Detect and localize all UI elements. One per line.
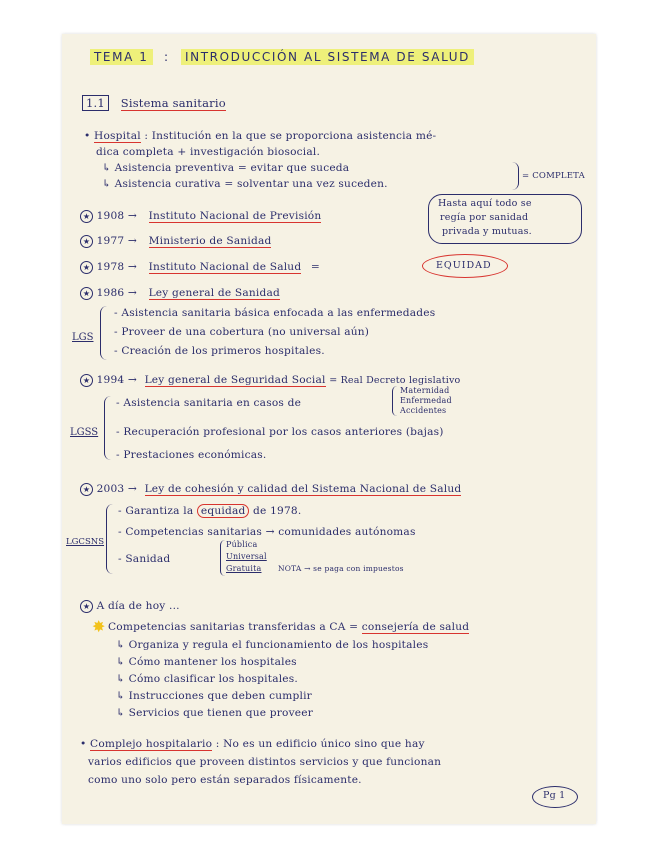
- hospital-arrow-2: ↳ Asistencia curativa = solventar una vez suceden.: [102, 178, 388, 190]
- caso-enfermedad: Enfermedad: [400, 396, 452, 405]
- page-title: [90, 50, 474, 64]
- star-bullet-icon: ★: [80, 374, 93, 387]
- complejo-def-1: : No es un edificio único sino que hay: [215, 738, 425, 750]
- lgs-item-2: - Proveer de una cobertura (no universal aún): [114, 326, 370, 338]
- star-bullet-icon: ★: [80, 483, 93, 496]
- page-number: Pg 1: [543, 790, 566, 801]
- highlight-star-icon: ✸: [92, 617, 106, 636]
- caso-accidentes: Accidentes: [400, 406, 447, 415]
- lgss-title: Ley general de Seguridad Social: [144, 374, 326, 386]
- year-1994: 1994 →: [96, 374, 137, 386]
- year-1986: 1986 →: [96, 287, 137, 299]
- equidad-word: equidad: [197, 504, 250, 518]
- caso-maternidad: Maternidad: [400, 386, 450, 395]
- section-heading: [82, 96, 226, 110]
- star-bullet-icon: ★: [80, 210, 93, 223]
- star-bullet-icon: ★: [80, 600, 93, 613]
- year-1908: 1908 →: [96, 210, 137, 222]
- timeline-1977: [80, 234, 271, 248]
- timeline-1978: ★ 1978 → Instituto Nacional de Salud =: [80, 260, 320, 274]
- hoy-line-3: ↳ Cómo mantener los hospitales: [116, 656, 297, 668]
- competencias-text: Competencias sanitarias transferidas a CA =: [108, 621, 359, 633]
- title-text: INTRODUCCIÓN AL SISTEMA DE SALUD: [181, 49, 474, 65]
- note-line-2: regía por sanidad: [440, 212, 529, 223]
- complejo-line-2: varios edificios que proveen distintos servicios y que funcionan: [88, 756, 442, 768]
- hoy-intro-text: A día de hoy ...: [96, 600, 180, 612]
- lgs-label: LGS: [72, 332, 94, 343]
- hoy-line-4: ↳ Cómo clasificar los hospitales.: [116, 673, 298, 685]
- lgs-item-1: - Asistencia sanitaria básica enfocada a las enfermedades: [114, 307, 436, 319]
- section-number: 1.1: [82, 95, 109, 111]
- hoy-line-5: ↳ Instrucciones que deben cumplir: [116, 690, 312, 702]
- nota-impuestos: NOTA → se paga con impuestos: [278, 564, 404, 573]
- inp-title: Instituto Nacional de Previsión: [148, 210, 322, 222]
- hospital-def-1: : Institución en la que se proporciona asistencia mé-: [144, 130, 437, 142]
- sanidad-universal: Universal: [226, 552, 267, 561]
- hoy-line-6: ↳ Servicios que tienen que proveer: [116, 707, 314, 719]
- hospital-arrow-1: ↳ Asistencia preventiva = evitar que suceda: [102, 162, 350, 174]
- lgss-item-2: - Recuperación profesional por los casos anteriores (bajas): [116, 426, 444, 438]
- year-2003: 2003 →: [96, 483, 137, 495]
- note-line-1: Hasta aquí todo se: [438, 198, 532, 209]
- lgs-brace: [100, 306, 107, 360]
- star-bullet-icon: ★: [80, 261, 93, 274]
- lgcsns-item-2: - Competencias sanitarias → comunidades autónomas: [118, 526, 416, 538]
- lgcsns-item-3: - Sanidad: [118, 553, 171, 565]
- timeline-1986: [80, 286, 280, 300]
- title-colon: :: [163, 50, 170, 64]
- ministerio-title: Ministerio de Sanidad: [148, 235, 272, 247]
- de-1978-text: de 1978.: [253, 505, 302, 517]
- lgss-label: LGSS: [70, 427, 99, 438]
- completa-label: = COMPLETA: [522, 171, 585, 181]
- casos-brace: [392, 386, 397, 416]
- lgcsns-brace: [106, 504, 113, 574]
- complejo-line-1: • Complejo hospitalario : No es un edificio único sino que hay: [80, 738, 425, 750]
- lgcsns-title: Ley de cohesión y calidad del Sistema Nacional de Salud: [144, 483, 462, 495]
- garantiza-text: - Garantiza la: [118, 505, 194, 517]
- sanidad-gratuita: Gratuita: [226, 564, 262, 573]
- complejo-term: Complejo hospitalario: [90, 738, 213, 750]
- year-1977: 1977 →: [96, 235, 137, 247]
- lgss-brace: [104, 396, 111, 460]
- lgcsns-item-1: [118, 504, 301, 518]
- sanidad-brace: [220, 540, 225, 576]
- hospital-term: Hospital: [94, 130, 141, 142]
- star-bullet-icon: ★: [80, 235, 93, 248]
- year-1978: 1978 →: [96, 261, 137, 273]
- lgss-item-3: - Prestaciones económicas.: [116, 449, 267, 461]
- consejeria-text: consejería de salud: [361, 621, 470, 633]
- insalud-title: Instituto Nacional de Salud: [148, 261, 302, 273]
- lgss-decreto: = Real Decreto legislativo: [329, 375, 461, 386]
- hospital-def-line-1: • Hospital : Institución en la que se proporciona asistencia mé-: [84, 130, 437, 142]
- lgcsns-label: LGCSNS: [66, 537, 105, 547]
- lgs-title: Ley general de Sanidad: [148, 287, 280, 299]
- completa-brace: [512, 162, 519, 190]
- note-line-3: privada y mutuas.: [442, 226, 532, 237]
- hoy-line-2: ↳ Organiza y regula el funcionamiento de los hospitales: [116, 639, 429, 651]
- lgss-item-1: - Asistencia sanitaria en casos de: [116, 397, 302, 409]
- timeline-2003: [80, 482, 461, 496]
- star-bullet-icon: ★: [80, 287, 93, 300]
- hoy-intro: [80, 599, 180, 613]
- notebook-page: [62, 34, 596, 824]
- hospital-def-line-2: dica completa + investigación biosocial.: [96, 146, 321, 158]
- hoy-line-1: [108, 620, 469, 634]
- timeline-1908: [80, 209, 321, 223]
- sanidad-publica: Pública: [226, 540, 258, 549]
- lgs-item-3: - Creación de los primeros hospitales.: [114, 345, 325, 357]
- complejo-line-3: como uno solo pero están separados físicamente.: [88, 774, 362, 786]
- tema-label: TEMA 1: [90, 49, 153, 65]
- equidad-label: EQUIDAD: [436, 260, 492, 271]
- section-name: Sistema sanitario: [120, 96, 226, 110]
